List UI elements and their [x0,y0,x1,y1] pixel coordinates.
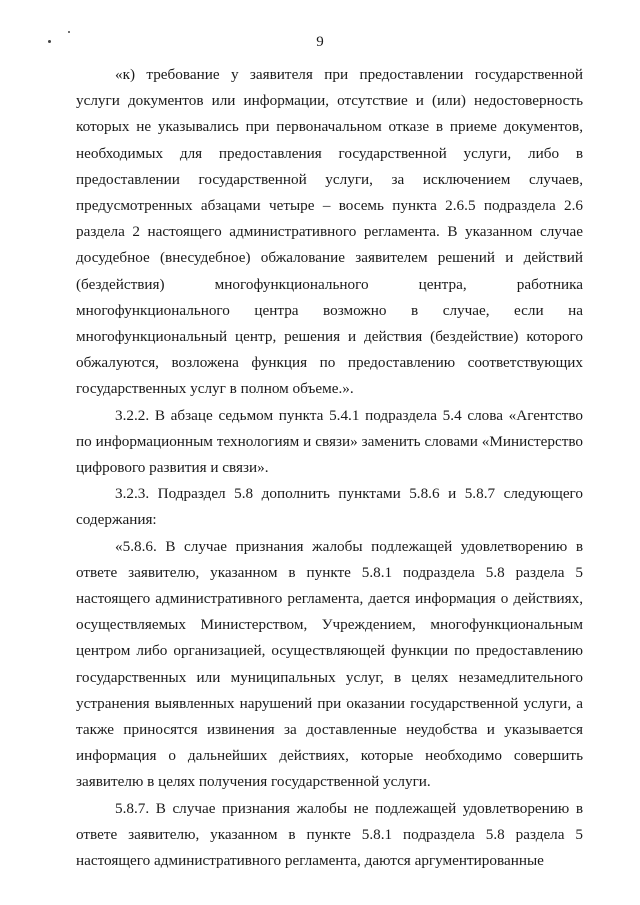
scan-speck [68,31,70,33]
paragraph-3-2-3: 3.2.3. Подраздел 5.8 дополнить пунктами 5.8.6 и 5.8.7 следующего содержания: [76,485,583,529]
paragraph-3-2-2: 3.2.2. В абзаце седьмом пункта 5.4.1 подраздела 5.4 слова «Агентство по информационным технологиям и связи» заменить словами «Министерство цифрового развития и связи». [76,406,583,477]
document-body [76,62,583,874]
paragraph-5-8-6: «5.8.6. В случае признания жалобы подлежащей удовлетворению в ответе заявителю, указанном в пункте 5.8.1 подраздела 5.8 раздела 5 настоящего административного регламента, дается информация о действиях, осуществляемых Министерством, Учреждением, многофункциональным центром либо организацией, осуществляющей функции по предоставлению государственных или муниципальных услуг, в целях незамедлительного устранения выявленных нарушений при оказании государственной услуги, а также приносятся извинения за доставленные неудобства и указывается информация о дальнейших действиях, которые необходимо совершить заявителю в целях получения государственной услуги. [76,537,583,791]
page-number: 9 [316,34,324,50]
paragraph-clause-k: «к) требование у заявителя при предоставлении государственной услуги документов или информации, отсутствие и (или) недостоверность которых не указывались при первоначальном отказе в приеме документов, необходимых для предоставления государственной услуги, либо в предоставлении государственной услуги, за исключением случаев, предусмотренных абзацами четыре – восемь пункта 2.6.5 подраздела 2.6 раздела 2 настоящего административного регламента. В указанном случае досудебное (внесудебное) обжалование заявителем решений и действий (бездействия) многофункционального центра, работника многофункционального центра возможно в случае, если на многофункциональный центр, решения и действия (бездействие) которого обжалуются, возложена функция по предоставлению соответствующих государственных услуг в полном объеме.». [76,66,583,398]
paragraph-5-8-7: 5.8.7. В случае признания жалобы не подлежащей удовлетворению в ответе заявителю, указанном в пункте 5.8.1 подраздела 5.8 раздела 5 настоящего административного регламента, даются аргументированные [76,799,583,870]
